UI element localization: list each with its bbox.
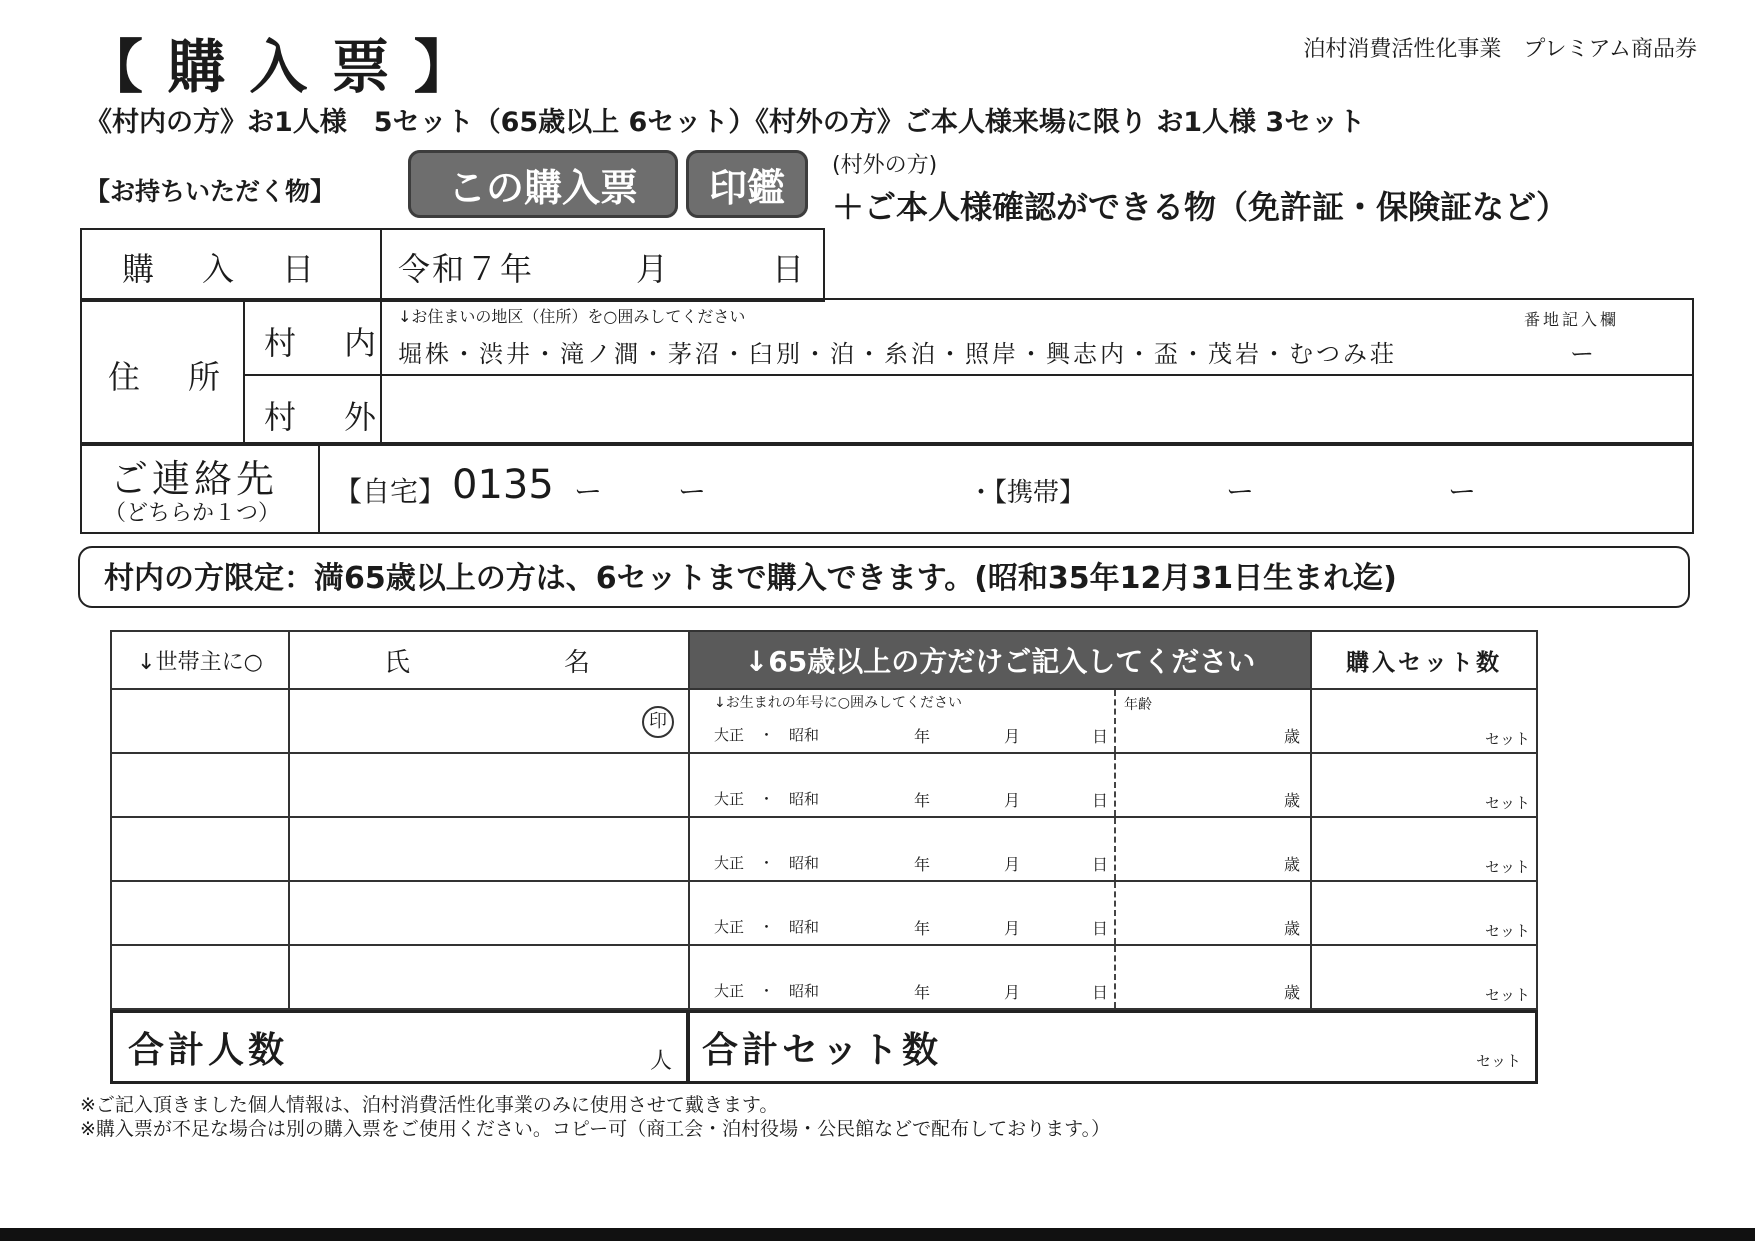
seal-tag: 印鑑 — [686, 150, 808, 218]
birth-date-cell[interactable] — [689, 881, 1311, 945]
era-options[interactable]: 大正 ・ 昭和 — [714, 854, 820, 872]
sets-cell[interactable] — [1311, 753, 1537, 817]
era-options[interactable]: 大正 ・ 昭和 — [714, 790, 820, 808]
senior-header-text: ↓65歳以上の方だけご記入してください — [744, 645, 1256, 678]
member-row — [111, 945, 1537, 1009]
household-head-cell[interactable] — [111, 753, 289, 817]
copy-note: ※購入票が不足な場合は別の購入票をご使用ください。コピー可（商工会・泊村役場・公民館などで配布しております。） — [80, 1118, 1111, 1140]
home-phone-label: 【自宅】 — [334, 475, 447, 508]
senior-notice: 村内の方限定：満65歳以上の方は、6セットまで購入できます。(昭和35年12月31日生まれ迄) — [78, 546, 1690, 608]
birth-date-cell[interactable] — [689, 689, 1311, 753]
mobile-phone-label: ・【携帯】 — [968, 478, 1086, 508]
mobile-phone-field[interactable] — [1100, 455, 1680, 515]
outsider-note: (村外の方) — [832, 153, 938, 178]
year-unit: 年 — [914, 983, 931, 1002]
household-head-cell[interactable] — [111, 817, 289, 881]
id-document-note: ＋ご本人様確認ができる物（免許証・保険証など） — [832, 188, 1569, 226]
total-people-label: 合計人数 — [128, 1030, 289, 1071]
age-unit: 歳 — [1283, 983, 1300, 1002]
member-row — [111, 753, 1537, 817]
ticket-tag: この購入票 — [408, 150, 678, 218]
day-unit: 日 — [1092, 855, 1109, 874]
age-unit: 歳 — [1283, 791, 1300, 810]
birth-date-cell[interactable] — [689, 945, 1311, 1009]
divider — [318, 442, 320, 532]
village-in-label: 村 内 — [264, 324, 385, 362]
senior-header — [689, 631, 1311, 689]
household-head-cell[interactable] — [111, 945, 289, 1009]
age-divider — [1114, 754, 1116, 816]
bring-items-label: 【お持ちいただく物】 — [85, 177, 336, 206]
name-cell[interactable] — [289, 945, 689, 1009]
home-phone-prefix: 0135 — [452, 462, 554, 508]
month-unit: 月 — [1004, 791, 1021, 810]
sets-cell[interactable] — [1311, 817, 1537, 881]
divider — [243, 298, 245, 444]
privacy-note: ※ご記入頂きました個人情報は、泊村消費活性化事業のみに使用させて戴きます。 — [80, 1094, 779, 1116]
year-unit: 年 — [914, 855, 931, 874]
divider — [243, 374, 1692, 376]
scan-edge-bar — [0, 1228, 1755, 1241]
village-out-field[interactable] — [384, 378, 1688, 440]
age-divider — [1114, 690, 1116, 752]
sets-cell[interactable] — [1311, 881, 1537, 945]
home-phone-field[interactable] — [600, 455, 950, 515]
name-header — [289, 631, 689, 689]
purchase-date-label: 購 入 日 — [122, 250, 323, 288]
name-cell[interactable] — [289, 817, 689, 881]
village-out-label: 村 外 — [264, 398, 385, 436]
organization-name: 泊村消費活性化事業 プレミアム商品券 — [1303, 37, 1697, 62]
total-sets-unit: セット — [1476, 1052, 1522, 1070]
age-unit: 歳 — [1283, 727, 1300, 746]
name-cell[interactable] — [289, 689, 689, 753]
purchase-limit-text: 《村内の方》お1人様 5セット（65歳以上 6セット）《村外の方》ご本人様来場に限り お1人様 3セット — [85, 107, 1366, 138]
day-unit: 日 — [1092, 983, 1109, 1002]
household-head-cell[interactable] — [111, 689, 289, 753]
contact-sublabel: （どちらか１つ） — [104, 501, 281, 526]
name-cell[interactable] — [289, 753, 689, 817]
age-unit: 歳 — [1283, 855, 1300, 874]
era-options[interactable]: 大正 ・ 昭和 — [714, 982, 820, 1000]
home-phone-dash: ー — [574, 475, 603, 508]
year-unit: 年 — [914, 727, 931, 746]
seal-mark: 印 — [642, 706, 674, 738]
name-cell[interactable] — [289, 881, 689, 945]
day-unit: 日 — [1092, 919, 1109, 938]
sets-cell[interactable] — [1311, 945, 1537, 1009]
era-options[interactable]: 大正 ・ 昭和 — [714, 918, 820, 936]
age-hint: 年齢 — [1124, 697, 1152, 713]
lot-number-field[interactable]: ー — [1570, 340, 1594, 368]
birth-date-cell[interactable] — [689, 753, 1311, 817]
contact-label: ご連絡先 — [110, 457, 279, 501]
member-row — [111, 689, 1537, 753]
mobile-phone-dash: ー — [1448, 475, 1477, 508]
member-table — [110, 630, 1538, 1010]
month-unit: 月 — [1004, 919, 1021, 938]
lot-number-label: 番地記入欄 — [1524, 310, 1620, 329]
mobile-phone-dash: ー — [1226, 475, 1255, 508]
total-people-unit: 人 — [650, 1049, 673, 1074]
address-label: 住 所 — [108, 358, 229, 396]
month-unit: 月 — [1004, 983, 1021, 1002]
age-divider — [1114, 882, 1116, 944]
age-unit: 歳 — [1283, 919, 1300, 938]
household-head-header-text: ↓世帯主に○ — [137, 649, 263, 675]
sets-header-text: 購入セット数 — [1346, 649, 1502, 676]
member-row — [111, 817, 1537, 881]
month-unit: 月 — [1004, 727, 1021, 746]
day-unit: 日 — [1092, 791, 1109, 810]
month-unit: 月 — [1004, 855, 1021, 874]
total-sets-label: 合計セット数 — [702, 1030, 943, 1071]
age-divider — [1114, 946, 1116, 1008]
day-unit: 日 — [1092, 727, 1109, 746]
household-head-cell[interactable] — [111, 881, 289, 945]
household-head-header — [111, 631, 289, 689]
year-unit: 年 — [914, 791, 931, 810]
era-options[interactable]: 大正 ・ 昭和 — [714, 726, 820, 744]
age-divider — [1114, 818, 1116, 880]
set-unit: セット — [1484, 922, 1530, 940]
birth-date-cell[interactable] — [689, 817, 1311, 881]
set-unit: セット — [1484, 986, 1530, 1004]
year-unit: 年 — [914, 919, 931, 938]
set-unit: セット — [1484, 794, 1530, 812]
form-title: 【 購 入 票 】 — [85, 33, 474, 101]
set-unit: セット — [1484, 858, 1530, 876]
divider — [380, 228, 382, 300]
member-row — [111, 881, 1537, 945]
birth-hint: ↓お生まれの年号に○囲みしてください — [714, 695, 962, 711]
district-hint: ↓お住まいの地区（住所）を○囲みしてください — [398, 307, 746, 326]
purchase-date-field[interactable]: 令和７年 月 日 — [398, 250, 807, 288]
sets-header — [1311, 631, 1537, 689]
name-header-text: 氏 名 — [383, 647, 594, 678]
home-phone-dash: ー — [678, 475, 707, 508]
sets-cell[interactable] — [1311, 689, 1537, 753]
district-options[interactable]: 堀株・渋井・滝ノ澗・茅沼・臼別・泊・糸泊・照岸・興志内・盃・茂岩・むつみ荘 — [398, 340, 1397, 368]
set-unit: セット — [1484, 730, 1530, 748]
